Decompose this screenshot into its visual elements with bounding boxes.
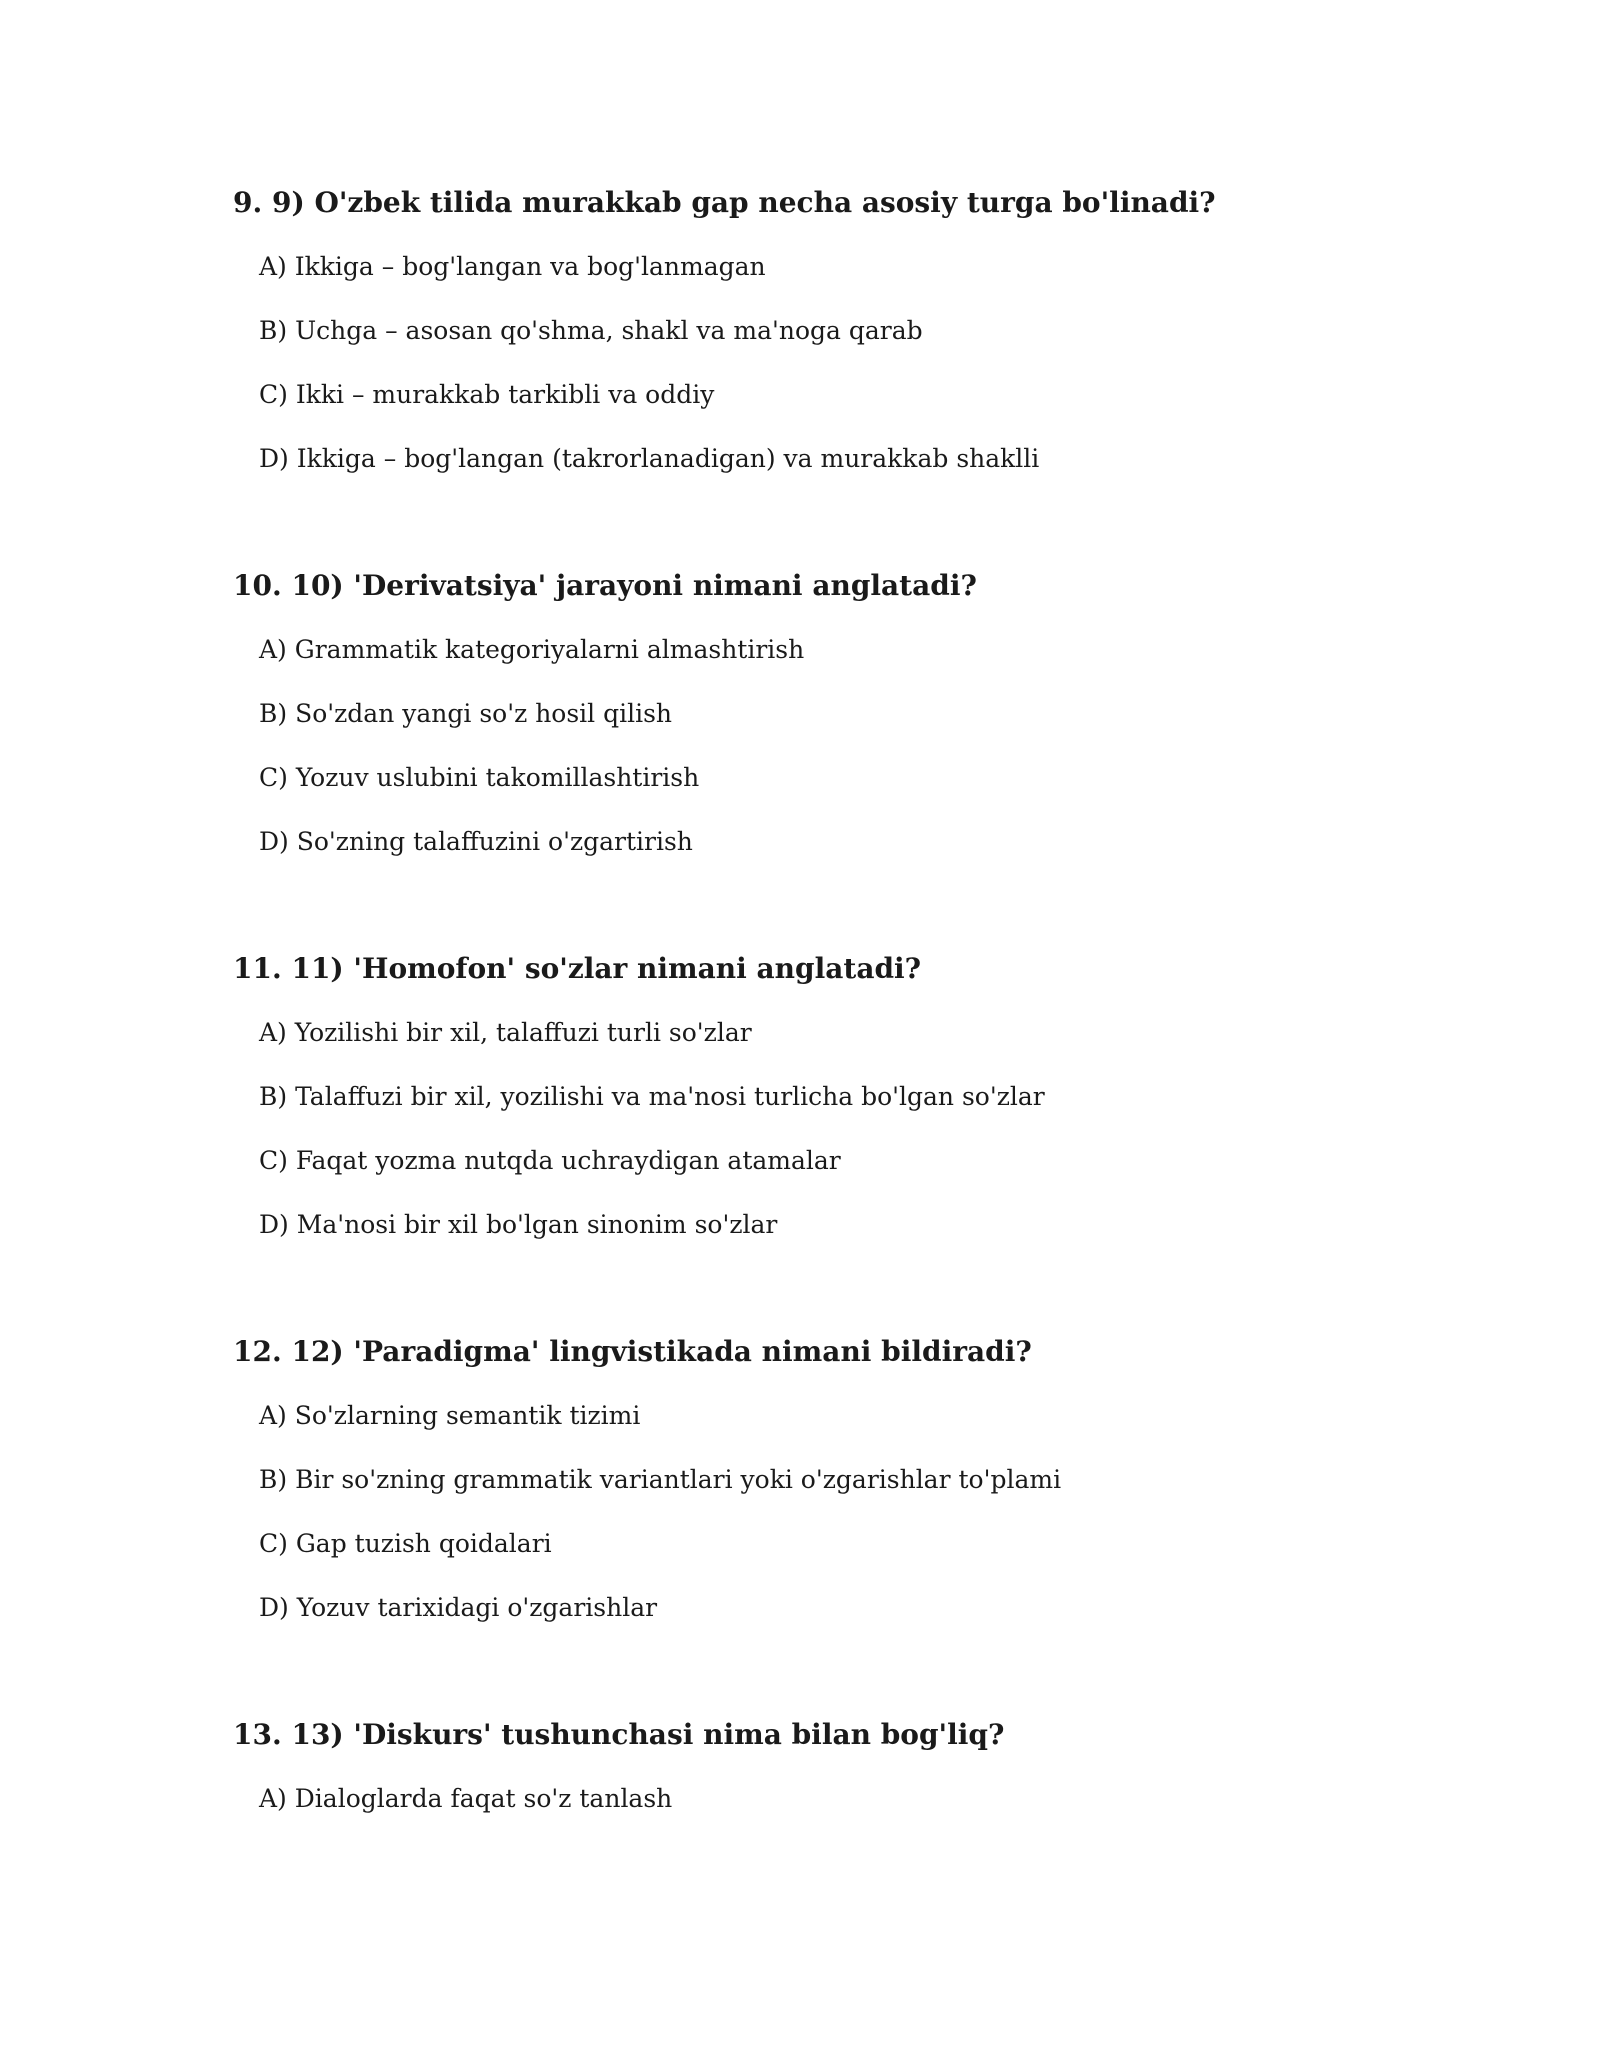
question-title: 10. 10) 'Derivatsiya' jarayoni nimani anglatadi?	[233, 569, 977, 602]
question-12	[233, 1334, 1433, 1624]
answer-options	[233, 251, 1433, 475]
option-a: A) Grammatik kategoriyalarni almashtirish	[259, 635, 805, 664]
answer-options	[233, 1017, 1433, 1241]
question-title: 12. 12) 'Paradigma' lingvistikada nimani bildiradi?	[233, 1335, 1032, 1368]
option-b: B) Talaffuzi bir xil, yozilishi va ma'nosi turlicha bo'lgan so'zlar	[259, 1082, 1045, 1111]
answer-options	[233, 1783, 1433, 1815]
question-11	[233, 951, 1433, 1241]
option-c: C) Ikki – murakkab tarkibli va oddiy	[259, 380, 715, 409]
option-b: B) So'zdan yangi so'z hosil qilish	[259, 699, 673, 728]
option-b: B) Uchga – asosan qo'shma, shakl va ma'noga qarab	[259, 316, 923, 345]
option-c: C) Yozuv uslubini takomillashtirish	[259, 763, 700, 792]
option-c: C) Gap tuzish qoidalari	[259, 1529, 552, 1558]
option-a: A) So'zlarning semantik tizimi	[259, 1401, 641, 1430]
option-d: D) Ma'nosi bir xil bo'lgan sinonim so'zlar	[259, 1210, 778, 1239]
answer-options	[233, 1400, 1433, 1624]
option-c: C) Faqat yozma nutqda uchraydigan atamalar	[259, 1146, 841, 1175]
question-title: 11. 11) 'Homofon' so'zlar nimani anglatadi?	[233, 952, 922, 985]
answer-options	[233, 634, 1433, 858]
question-10	[233, 568, 1433, 858]
question-title: 13. 13) 'Diskurs' tushunchasi nima bilan bog'liq?	[233, 1718, 1005, 1751]
option-b: B) Bir so'zning grammatik variantlari yoki o'zgarishlar to'plami	[259, 1465, 1062, 1494]
option-a: A) Ikkiga – bog'langan va bog'lanmagan	[259, 252, 766, 281]
question-9	[233, 185, 1433, 475]
question-13	[233, 1717, 1433, 1815]
option-d: D) Ikkiga – bog'langan (takrorlanadigan) va murakkab shaklli	[259, 444, 1040, 473]
option-a: A) Dialoglarda faqat so'z tanlash	[259, 1784, 673, 1813]
option-d: D) So'zning talaffuzini o'zgartirish	[259, 827, 693, 856]
option-a: A) Yozilishi bir xil, talaffuzi turli so'zlar	[259, 1018, 752, 1047]
question-title: 9. 9) O'zbek tilida murakkab gap necha asosiy turga bo'linadi?	[233, 186, 1216, 219]
option-d: D) Yozuv tarixidagi o'zgarishlar	[259, 1593, 658, 1622]
